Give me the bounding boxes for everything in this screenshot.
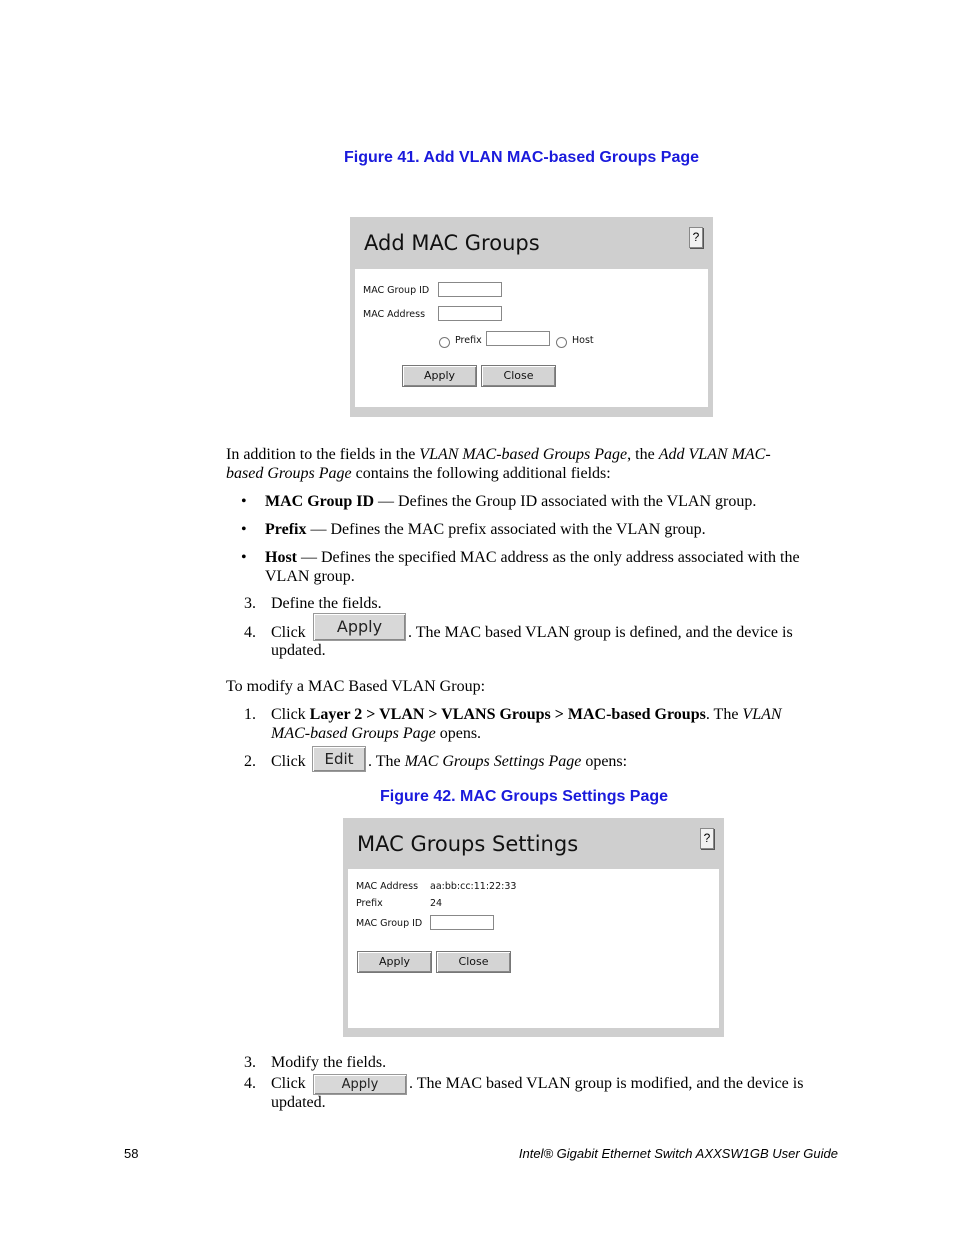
- step-number: 4.: [244, 624, 256, 641]
- edit-button[interactable]: Edit: [312, 746, 366, 772]
- menu-path: Layer 2 > VLAN > VLANS Groups > MAC-based Groups: [309, 706, 706, 723]
- mac-address-label: MAC Address: [363, 309, 426, 320]
- help-icon[interactable]: ?: [689, 227, 703, 248]
- bullet-item: [265, 492, 845, 511]
- panel-title: MAC Groups Settings: [357, 832, 579, 856]
- step-text: Click: [271, 624, 306, 641]
- add-mac-groups-panel: [350, 217, 713, 417]
- help-icon[interactable]: ?: [700, 828, 714, 849]
- intro-text: , the: [627, 446, 659, 463]
- bullet-term: MAC Group ID: [265, 493, 375, 510]
- figure-42-caption: Figure 42. MAC Groups Settings Page: [380, 788, 669, 805]
- step-text: . The: [368, 753, 405, 770]
- step-italic: MAC-based Groups Page: [271, 725, 436, 742]
- intro-italic: Add VLAN MAC-: [658, 446, 771, 463]
- host-radio[interactable]: [556, 337, 567, 348]
- intro-paragraph: [226, 445, 836, 483]
- step-text: Define the fields.: [271, 595, 382, 612]
- step-text: [271, 705, 841, 743]
- apply-button[interactable]: Apply: [357, 951, 432, 973]
- step-italic: MAC Groups Settings Page: [404, 753, 582, 770]
- step-number: 4.: [244, 1075, 256, 1092]
- mac-groups-settings-panel: [343, 818, 724, 1037]
- prefix-label: Prefix: [356, 898, 383, 909]
- intro-italic: VLAN MAC-based Groups Page: [419, 446, 628, 463]
- modify-heading: To modify a MAC Based VLAN Group:: [226, 678, 486, 695]
- step-text: . The MAC based VLAN group is modified, and the device is: [409, 1075, 804, 1092]
- step-text: . The MAC based VLAN group is defined, and the device is: [408, 624, 793, 641]
- prefix-radio[interactable]: [439, 337, 450, 348]
- mac-group-id-label: MAC Group ID: [356, 918, 423, 929]
- step-text: [368, 752, 688, 771]
- mac-group-id-input[interactable]: [438, 282, 502, 297]
- step-italic: VLAN: [742, 706, 782, 723]
- panel-body: [355, 269, 708, 407]
- step-number: 3.: [244, 1054, 256, 1071]
- mac-group-id-label: MAC Group ID: [363, 285, 430, 296]
- step-text: Click: [271, 1075, 306, 1092]
- document-title: Intel® Gigabit Ethernet Switch AXXSW1GB User Guide: [518, 1146, 838, 1161]
- apply-button[interactable]: Apply: [402, 365, 477, 387]
- page-number: 58: [124, 1146, 139, 1161]
- bullet-marker: •: [241, 549, 247, 566]
- panel-body: [348, 869, 719, 1028]
- step-text: opens.: [435, 725, 482, 742]
- prefix-input[interactable]: [486, 331, 550, 346]
- bullet-term: Host: [265, 549, 297, 566]
- panel-title: Add MAC Groups: [364, 231, 540, 255]
- bullet-desc: VLAN group.: [265, 568, 355, 585]
- step-number: 2.: [244, 753, 256, 770]
- apply-button[interactable]: Apply: [313, 613, 406, 641]
- intro-italic: based Groups Page: [226, 465, 352, 482]
- step-text: Click: [271, 753, 306, 770]
- step-number: 1.: [244, 706, 256, 723]
- bullet-marker: •: [241, 521, 247, 538]
- step-text: updated.: [271, 1094, 326, 1111]
- bullet-term: Prefix: [265, 521, 307, 538]
- mac-address-label: MAC Address: [356, 881, 419, 892]
- close-button[interactable]: Close: [436, 951, 511, 973]
- mac-group-id-input[interactable]: [430, 915, 494, 930]
- step-number: 3.: [244, 595, 256, 612]
- bullet-item: [265, 548, 855, 586]
- host-label: Host: [572, 335, 594, 346]
- prefix-value: 24: [430, 898, 443, 909]
- step-text: opens:: [581, 753, 628, 770]
- intro-text: contains the following additional fields:: [351, 465, 611, 482]
- mac-address-value: aa:bb:cc:11:22:33: [430, 881, 517, 892]
- step-text: Modify the fields.: [271, 1054, 387, 1071]
- mac-address-input[interactable]: [438, 306, 502, 321]
- apply-button[interactable]: Apply: [313, 1074, 407, 1095]
- bullet-marker: •: [241, 493, 247, 510]
- figure-41-caption: Figure 41. Add VLAN MAC-based Groups Page: [344, 149, 700, 166]
- close-button[interactable]: Close: [481, 365, 556, 387]
- prefix-label: Prefix: [455, 335, 482, 346]
- bullet-desc: — Defines the Group ID associated with the VLAN group.: [374, 493, 757, 510]
- step-text: . The: [705, 706, 743, 723]
- step-text: updated.: [271, 642, 326, 659]
- bullet-item: [265, 520, 845, 539]
- step-text: Click: [271, 706, 310, 723]
- intro-text: In addition to the fields in the: [226, 446, 420, 463]
- bullet-desc: — Defines the MAC prefix associated with the VLAN group.: [306, 521, 706, 538]
- bullet-desc: — Defines the specified MAC address as the only address associated with the: [297, 549, 800, 566]
